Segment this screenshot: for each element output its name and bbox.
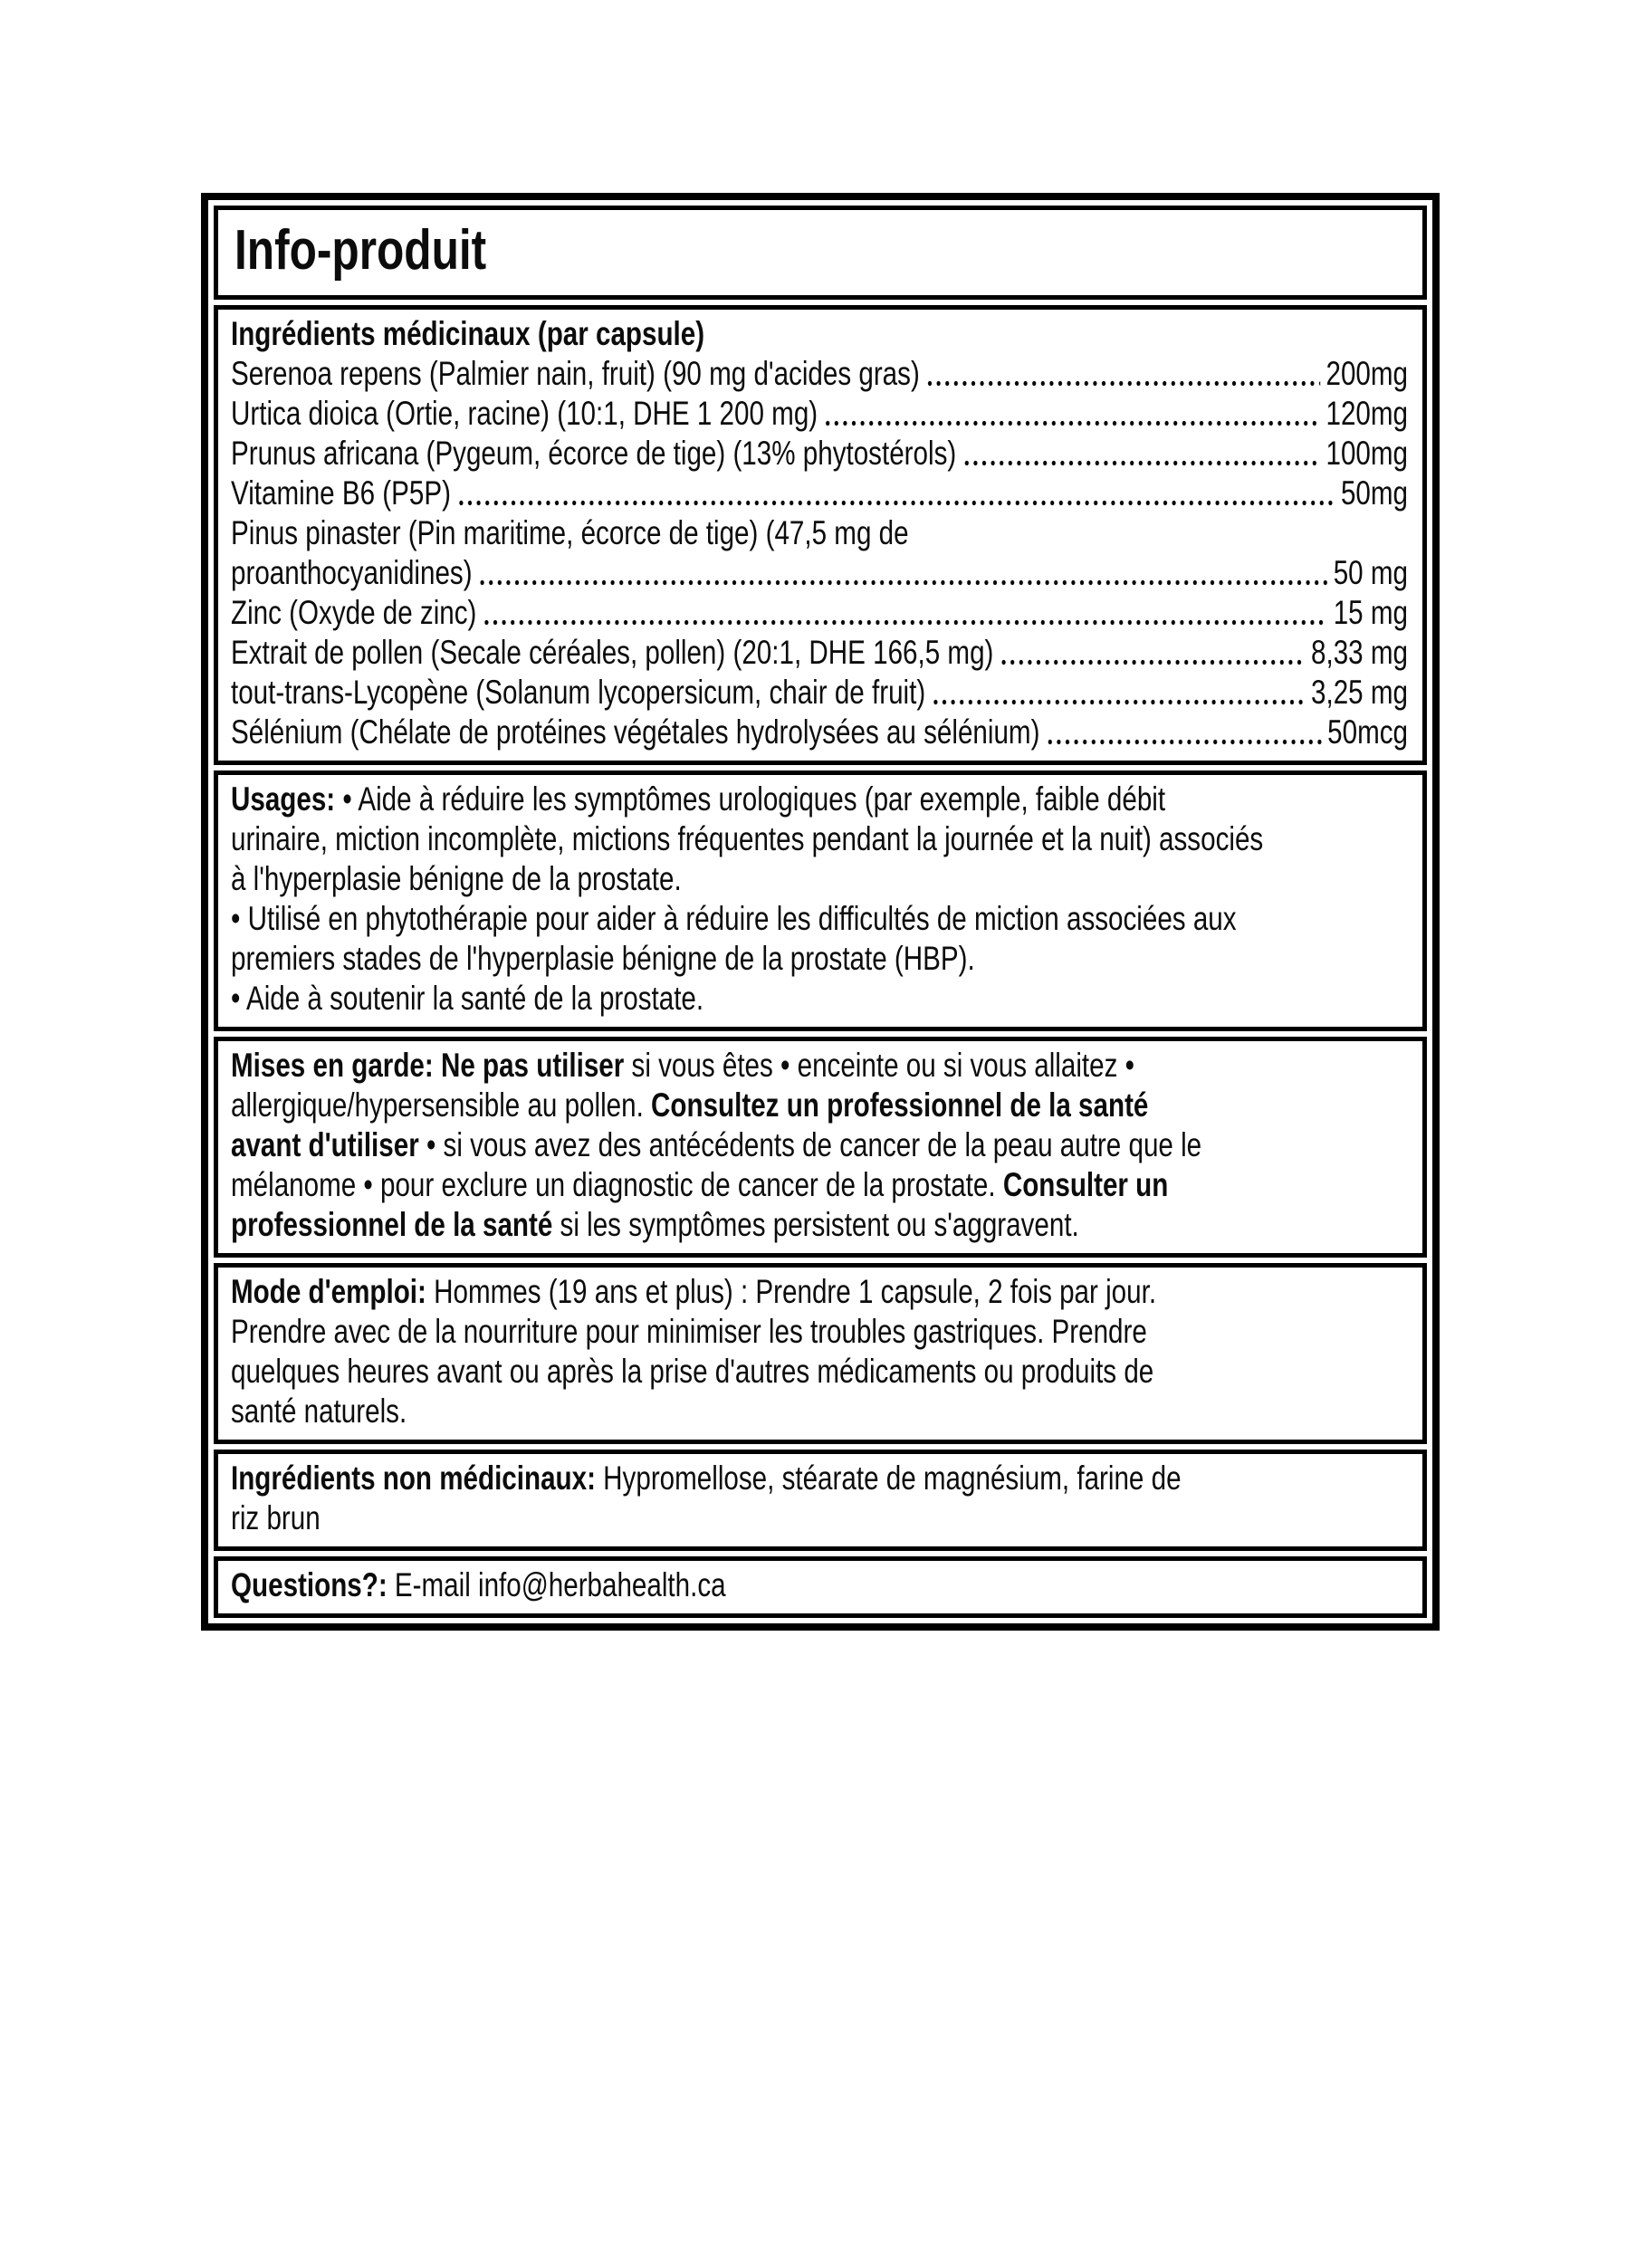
questions-section bbox=[214, 1556, 1427, 1618]
ingredient-amount: 200mg bbox=[1326, 355, 1408, 392]
warnings-text: allergique/hypersensible au pollen. bbox=[231, 1086, 644, 1124]
ingredient-row bbox=[231, 394, 1408, 434]
dot-leader bbox=[1046, 738, 1322, 746]
ingredient-name: tout-trans-Lycopène (Solanum lycopersicum, chair de fruit) bbox=[231, 674, 926, 711]
dot-leader bbox=[962, 459, 1320, 467]
ingredient-row bbox=[231, 474, 1408, 513]
ingredient-name: Zinc (Oxyde de zinc) bbox=[231, 594, 477, 631]
ingredient-amount: 120mg bbox=[1326, 395, 1408, 432]
dot-leader bbox=[483, 618, 1328, 627]
ingredient-row bbox=[231, 593, 1408, 633]
dot-leader bbox=[925, 379, 1320, 388]
nonmedicinal-ingredients-section bbox=[214, 1450, 1427, 1551]
ingredient-amount: 50mg bbox=[1340, 474, 1408, 512]
directions-line: santé naturels. bbox=[231, 1392, 407, 1430]
ingredient-amount: 3,25 mg bbox=[1311, 674, 1408, 711]
medicinal-ingredients-heading: Ingrédients médicinaux (par capsule) bbox=[231, 315, 705, 352]
ingredient-amount: 50 mg bbox=[1333, 554, 1408, 591]
dot-leader bbox=[1000, 658, 1306, 666]
ingredient-amount: 100mg bbox=[1326, 435, 1408, 472]
usages-text: • Aide à réduire les symptômes urologiques (par exemple, faible débit bbox=[342, 780, 1166, 818]
questions-line bbox=[231, 1565, 1408, 1605]
ingredient-row bbox=[231, 434, 1408, 474]
ingredient-name: Vitamine B6 (P5P) bbox=[231, 474, 451, 512]
panel-title: Info-produit bbox=[234, 219, 487, 282]
warnings-line bbox=[231, 1125, 1408, 1165]
usages-line: • Utilisé en phytothérapie pour aider à réduire les difficultés de miction associées aux bbox=[231, 900, 1237, 937]
usages-line: • Aide à soutenir la santé de la prostate. bbox=[231, 980, 704, 1017]
title-section bbox=[214, 206, 1427, 300]
usages-label: Usages: bbox=[231, 780, 336, 818]
ingredient-name: Prunus africana (Pygeum, écorce de tige) (13% phytostérols) bbox=[231, 435, 957, 472]
usages-line: urinaire, miction incomplète, mictions fréquentes pendant la journée et la nuit) associés bbox=[231, 820, 1264, 857]
dot-leader bbox=[824, 419, 1321, 427]
ingredient-name: proanthocyanidines) bbox=[231, 554, 473, 591]
warnings-section bbox=[214, 1037, 1427, 1258]
nonmedicinal-line bbox=[231, 1459, 1408, 1498]
warnings-line bbox=[231, 1046, 1408, 1086]
ingredient-name: Sélénium (Chélate de protéines végétales hydrolysées au sélénium) bbox=[231, 713, 1040, 751]
warnings-text: mélanome • pour exclure un diagnostic de cancer de la prostate. bbox=[231, 1166, 996, 1203]
warnings-line bbox=[231, 1086, 1408, 1125]
warnings-bold-text: avant d'utiliser bbox=[231, 1126, 419, 1163]
warnings-bold-text: Consulter un bbox=[1002, 1166, 1169, 1203]
ingredient-row bbox=[231, 673, 1408, 713]
directions-line bbox=[231, 1272, 1408, 1312]
dot-leader bbox=[932, 698, 1306, 706]
usages-line: premiers stades de l'hyperplasie bénigne de la prostate (HBP). bbox=[231, 940, 975, 977]
usages-line bbox=[231, 780, 1408, 819]
warnings-label: Mises en garde: Ne pas utiliser bbox=[231, 1047, 625, 1084]
usages-line: à l'hyperplasie bénigne de la prostate. bbox=[231, 860, 682, 897]
ingredient-amount: 8,33 mg bbox=[1311, 634, 1408, 671]
directions-text: Hommes (19 ans et plus) : Prendre 1 capsule, 2 fois par jour. bbox=[434, 1273, 1157, 1310]
ingredient-amount: 50mcg bbox=[1327, 713, 1408, 751]
ingredient-row bbox=[231, 354, 1408, 394]
dot-leader bbox=[478, 579, 1327, 587]
ingredient-row bbox=[231, 633, 1408, 673]
ingredient-name: Pinus pinaster (Pin maritime, écorce de tige) (47,5 mg de bbox=[231, 514, 909, 551]
ingredient-name: Serenoa repens (Palmier nain, fruit) (90 mg d'acides gras) bbox=[231, 355, 920, 392]
warnings-line bbox=[231, 1165, 1408, 1205]
nonmedicinal-text: Hypromellose, stéarate de magnésium, farine de bbox=[603, 1459, 1182, 1497]
dot-leader bbox=[456, 499, 1335, 507]
ingredient-row bbox=[231, 553, 1408, 593]
usages-section bbox=[214, 770, 1427, 1031]
warnings-bold-text: Consultez un professionnel de la santé bbox=[651, 1086, 1149, 1124]
directions-line: quelques heures avant ou après la prise d'autres médicaments ou produits de bbox=[231, 1353, 1154, 1390]
directions-section bbox=[214, 1263, 1427, 1444]
nonmedicinal-line: riz brun bbox=[231, 1499, 321, 1536]
warnings-bold-text: professionnel de la santé bbox=[231, 1206, 553, 1243]
ingredient-amount: 15 mg bbox=[1333, 594, 1408, 631]
ingredient-row bbox=[231, 513, 1408, 553]
warnings-text: si vous êtes • enceinte ou si vous allaitez • bbox=[631, 1047, 1134, 1084]
nonmedicinal-label: Ingrédients non médicinaux: bbox=[231, 1459, 596, 1497]
directions-label: Mode d'emploi: bbox=[231, 1273, 426, 1310]
warnings-line bbox=[231, 1205, 1408, 1245]
questions-label: Questions?: bbox=[231, 1566, 388, 1603]
ingredient-row bbox=[231, 713, 1408, 752]
warnings-text: si les symptômes persistent ou s'aggravent. bbox=[560, 1206, 1079, 1243]
directions-line: Prendre avec de la nourriture pour minimiser les troubles gastriques. Prendre bbox=[231, 1313, 1147, 1350]
medicinal-ingredients-section bbox=[214, 305, 1427, 765]
product-info-panel bbox=[201, 193, 1440, 1631]
ingredient-name: Urtica dioica (Ortie, racine) (10:1, DHE 1 200 mg) bbox=[231, 395, 818, 432]
warnings-text: • si vous avez des antécédents de cancer de la peau autre que le bbox=[426, 1126, 1202, 1163]
ingredient-name: Extrait de pollen (Secale céréales, pollen) (20:1, DHE 166,5 mg) bbox=[231, 634, 994, 671]
questions-email-text: E-mail info@herbahealth.ca bbox=[394, 1566, 726, 1603]
